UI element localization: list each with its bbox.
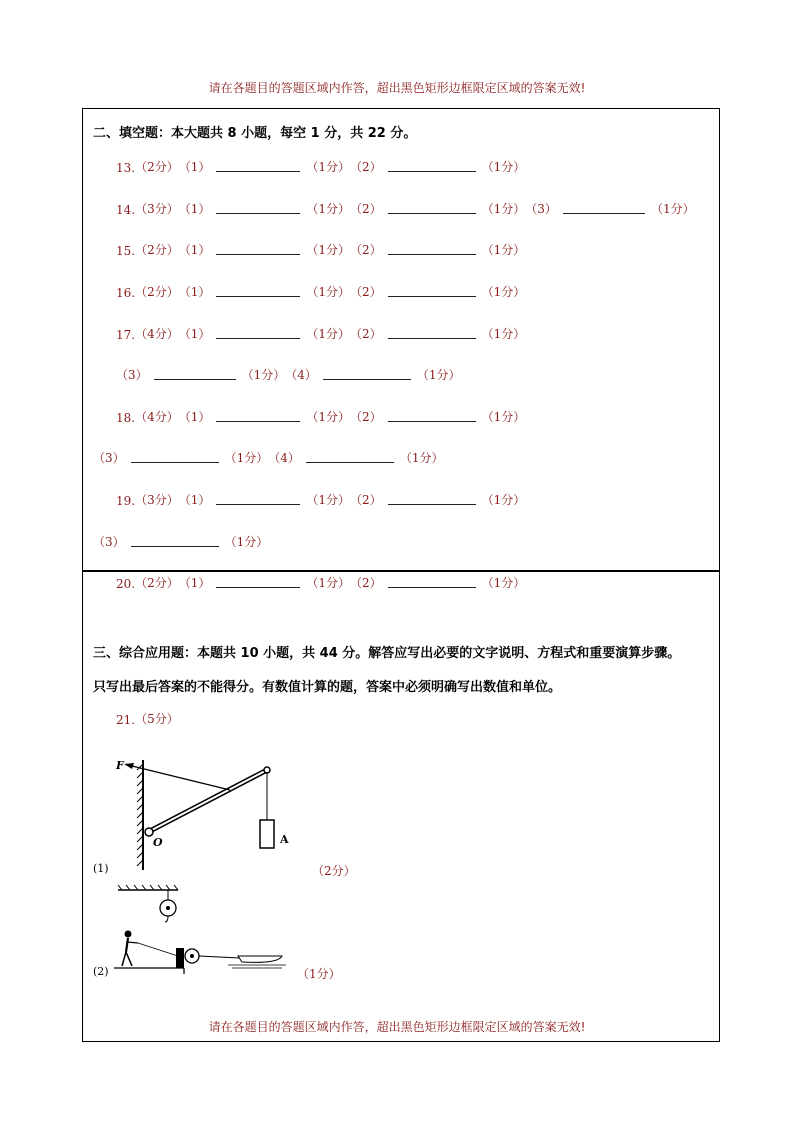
- q14-part1-label: （1）: [178, 202, 211, 216]
- q17-part4-score: （1分）: [416, 368, 461, 382]
- q17-part1-score: （1分）: [306, 327, 351, 341]
- q16-number: 16.: [116, 286, 136, 300]
- q13-part2-label: （2）: [350, 160, 382, 174]
- q13-part2-score: （1分）: [481, 160, 526, 174]
- q15-part2-label: （2）: [350, 243, 382, 257]
- q14-part2-score: （1分）: [481, 202, 526, 216]
- q18-row2: [93, 449, 444, 466]
- q18-answer3-blank[interactable]: [131, 462, 219, 463]
- lever-diagram[interactable]: [110, 750, 310, 875]
- q17-part2-score: （1分）: [481, 327, 526, 341]
- q17-answer2-blank[interactable]: [388, 338, 476, 339]
- q13-part1-label: （1）: [178, 160, 211, 174]
- q17-part2-label: （2）: [350, 327, 382, 341]
- q15-part1-score: （1分）: [306, 243, 351, 257]
- q15-answer2-blank[interactable]: [388, 254, 476, 255]
- q18-answer4-blank[interactable]: [306, 462, 394, 463]
- q14-answer3-blank[interactable]: [563, 213, 645, 214]
- q21-score: （5分）: [135, 712, 179, 726]
- q21-part1-label: (1): [93, 862, 109, 875]
- q19-part3-score: （1分）: [224, 535, 269, 549]
- notice-bottom: 请在各题目的答题区域内作答，超出黑色矩形边框限定区域的答案无效!: [208, 1020, 586, 1034]
- q17-score: （4分）: [135, 327, 179, 341]
- q18-answer2-blank[interactable]: [388, 421, 476, 422]
- q17-part3-label: （3）: [116, 368, 148, 382]
- q19-part1-label: （1）: [178, 493, 211, 507]
- label-weight-a: A: [280, 833, 289, 846]
- q19-answer3-blank[interactable]: [131, 546, 219, 547]
- q15-part1-label: （1）: [178, 243, 211, 257]
- q21-part2-score: （1分）: [297, 967, 341, 981]
- q18-answer1-blank[interactable]: [216, 421, 300, 422]
- q17-row: [116, 325, 525, 342]
- q14-number: 14.: [116, 203, 136, 217]
- q18-part3-score: （1分）: [224, 451, 269, 465]
- section2-heading: 二、填空题：本大题共 8 小题，每空 1 分，共 22 分。: [93, 126, 417, 141]
- q14-part2-label: （2）: [350, 202, 382, 216]
- q15-answer1-blank[interactable]: [216, 254, 300, 255]
- q18-part1-score: （1分）: [306, 410, 351, 424]
- q13-part1-score: （1分）: [306, 160, 351, 174]
- q20-part2-score: （1分）: [481, 576, 526, 590]
- q20-part2-label: （2）: [350, 576, 382, 590]
- q21-part1-score: （2分）: [312, 864, 356, 878]
- q19-part3-label: （3）: [93, 535, 125, 549]
- q18-part3-label: （3）: [93, 451, 125, 465]
- section3-heading-line2: 只写出最后答案的不能得分。有数值计算的题，答案中必须明确写出数值和单位。: [93, 680, 562, 695]
- label-pivot-o: O: [153, 836, 163, 849]
- q18-score: （4分）: [135, 410, 179, 424]
- q13-score: （2分）: [135, 160, 179, 174]
- q18-part1-label: （1）: [178, 410, 211, 424]
- q17-answer4-blank[interactable]: [323, 379, 411, 380]
- q16-answer2-blank[interactable]: [388, 296, 476, 297]
- q17-part3-score: （1分）: [241, 368, 286, 382]
- q14-part1-score: （1分）: [306, 202, 351, 216]
- q14-part3-label: （3）: [525, 202, 557, 216]
- q20-number: 20.: [116, 577, 136, 591]
- q18-part4-score: （1分）: [399, 451, 444, 465]
- q17-number: 17.: [116, 328, 136, 342]
- section3-heading-line1: 三、综合应用题：本题共 10 小题，共 44 分。解答应写出必要的文字说明、方程式和重要演算步骤。: [93, 646, 681, 661]
- label-force-f: F: [116, 759, 124, 772]
- q16-part1-score: （1分）: [306, 285, 351, 299]
- q16-part1-label: （1）: [178, 285, 211, 299]
- q19-part2-score: （1分）: [481, 493, 526, 507]
- q18-number: 18.: [116, 411, 136, 425]
- q14-part3-score: （1分）: [650, 202, 695, 216]
- q14-answer1-blank[interactable]: [216, 213, 300, 214]
- q15-score: （2分）: [135, 243, 179, 257]
- pulley-boat-diagram[interactable]: [110, 882, 310, 974]
- q13-number: 13.: [116, 161, 136, 175]
- q18-row: [116, 408, 525, 425]
- q20-row: [116, 574, 525, 591]
- q18-part2-score: （1分）: [481, 410, 526, 424]
- q19-number: 19.: [116, 494, 136, 508]
- q19-part2-label: （2）: [350, 493, 382, 507]
- q20-answer1-blank[interactable]: [216, 587, 300, 588]
- q18-part4-label: （4）: [268, 451, 300, 465]
- q15-part2-score: （1分）: [481, 243, 526, 257]
- q20-part1-label: （1）: [178, 576, 211, 590]
- q17-row2: [116, 366, 461, 383]
- q14-score: （3分）: [135, 202, 179, 216]
- q15-row: [116, 241, 525, 258]
- q17-part1-label: （1）: [178, 327, 211, 341]
- q13-answer1-blank[interactable]: [216, 171, 300, 172]
- notice-top: 请在各题目的答题区域内作答，超出黑色矩形边框限定区域的答案无效!: [208, 81, 586, 95]
- q19-row: [116, 491, 525, 508]
- q15-number: 15.: [116, 244, 136, 258]
- q17-answer3-blank[interactable]: [154, 379, 236, 380]
- q19-row2: [93, 533, 268, 550]
- q19-part1-score: （1分）: [306, 493, 351, 507]
- q17-part4-label: （4）: [285, 368, 317, 382]
- q21-part2-label: (2): [93, 965, 109, 978]
- q20-part1-score: （1分）: [306, 576, 351, 590]
- q13-answer2-blank[interactable]: [388, 171, 476, 172]
- q20-answer2-blank[interactable]: [388, 587, 476, 588]
- q19-answer2-blank[interactable]: [388, 504, 476, 505]
- q19-score: （3分）: [135, 493, 179, 507]
- q16-row: [116, 283, 525, 300]
- q16-score: （2分）: [135, 285, 179, 299]
- q14-row: [116, 200, 695, 217]
- q19-answer1-blank[interactable]: [216, 504, 300, 505]
- q16-part2-score: （1分）: [481, 285, 526, 299]
- q21-number: 21.: [116, 713, 136, 727]
- q13-row: [116, 158, 525, 175]
- q16-part2-label: （2）: [350, 285, 382, 299]
- q20-score: （2分）: [135, 576, 179, 590]
- q17-answer1-blank[interactable]: [216, 338, 300, 339]
- q16-answer1-blank[interactable]: [216, 296, 300, 297]
- q14-answer2-blank[interactable]: [388, 213, 476, 214]
- q18-part2-label: （2）: [350, 410, 382, 424]
- q21-row: [116, 710, 179, 727]
